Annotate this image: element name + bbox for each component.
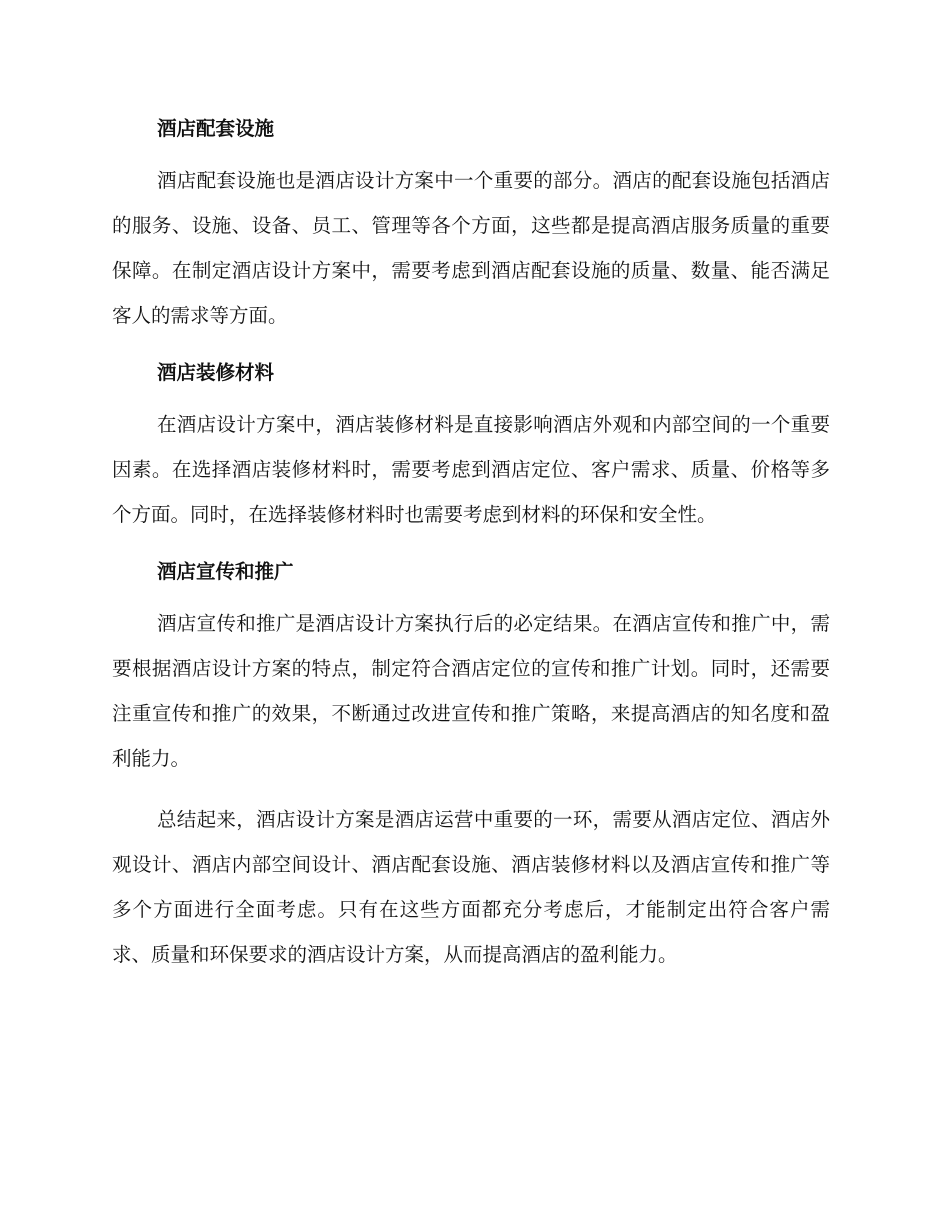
section-heading-materials: 酒店装修材料 — [157, 361, 275, 384]
section-paragraph-promotion: 酒店宣传和推广是酒店设计方案执行后的必定结果。在酒店宣传和推广中，需要根据酒店设计方案的特点，制定符合酒店定位的宣传和推广计划。同时，还需要注重宣传和推广的效果，不断通过改进宣传和推广策略，来提高酒店的知名度和盈利能力。 — [112, 612, 830, 770]
document-page — [112, 110, 830, 993]
section-heading-facilities: 酒店配套设施 — [157, 117, 275, 140]
section-paragraph-materials: 在酒店设计方案中，酒店装修材料是直接影响酒店外观和内部空间的一个重要因素。在选择酒店装修材料时，需要考虑到酒店定位、客户需求、质量、价格等多个方面。同时，在选择装修材料时也需要考虑到材料的环保和安全性。 — [112, 413, 830, 526]
section-paragraph-facilities: 酒店配套设施也是酒店设计方案中一个重要的部分。酒店的配套设施包括酒店的服务、设施、设备、员工、管理等各个方面，这些都是提高酒店服务质量的重要保障。在制定酒店设计方案中，需要考虑到酒店配套设施的质量、数量、能否满足客人的需求等方面。 — [112, 169, 830, 327]
section-heading-promotion: 酒店宣传和推广 — [157, 560, 294, 583]
conclusion-paragraph: 总结起来，酒店设计方案是酒店运营中重要的一环，需要从酒店定位、酒店外观设计、酒店内部空间设计、酒店配套设施、酒店装修材料以及酒店宣传和推广等多个方面进行全面考虑。只有在这些方面都充分考虑后，才能制定出符合客户需求、质量和环保要求的酒店设计方案，从而提高酒店的盈利能力。 — [112, 808, 830, 966]
